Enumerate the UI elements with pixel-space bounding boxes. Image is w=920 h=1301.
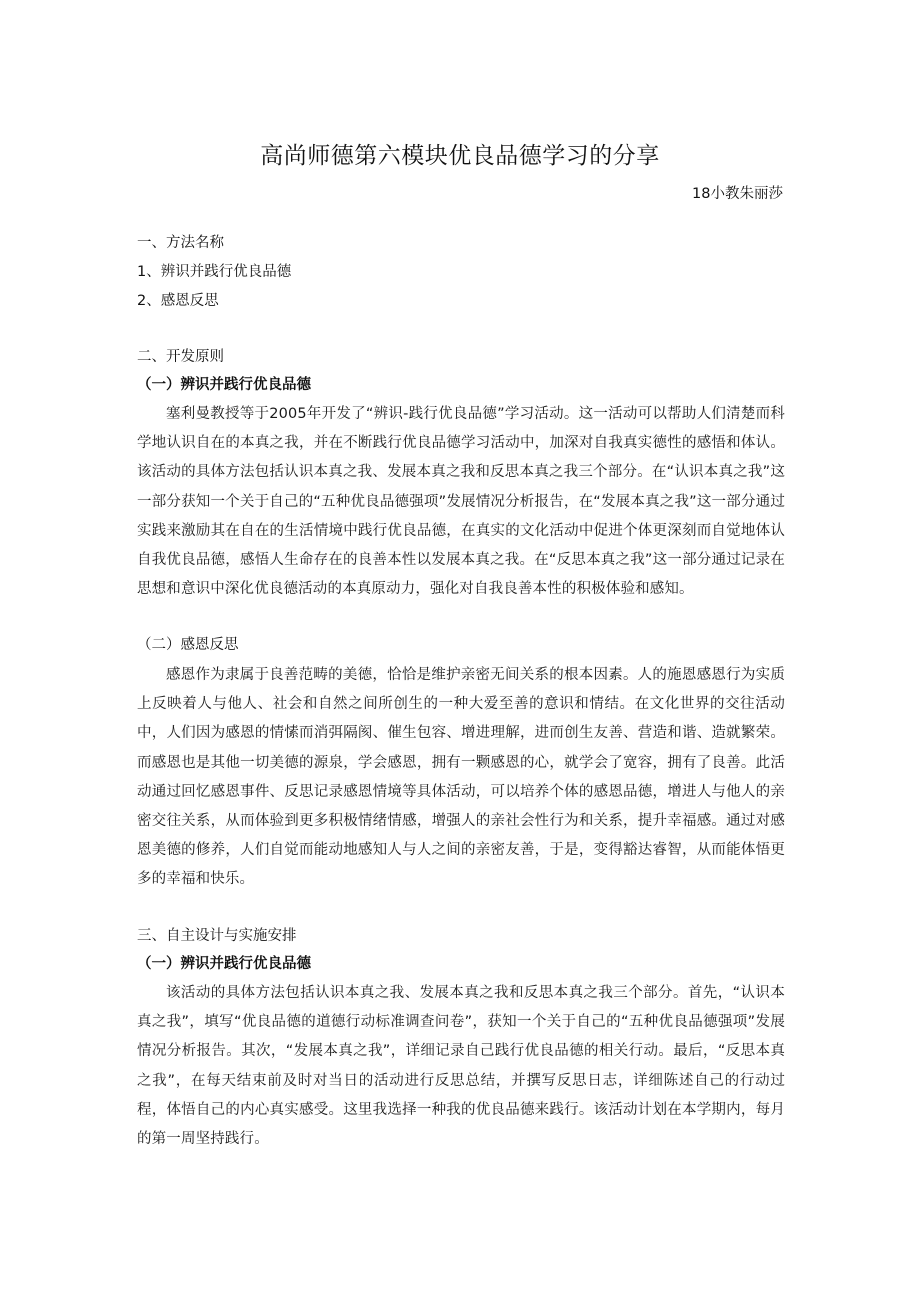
- page-title: 高尚师德第六模块优良品德学习的分享: [260, 143, 660, 169]
- section3-sub1-heading: （一）辨识并践行优良品德: [137, 956, 311, 972]
- section1-heading: 一、方法名称: [137, 235, 224, 251]
- section2-sub2-heading: （二）感恩反思: [137, 637, 239, 653]
- section2-sub1-heading: （一）辨识并践行优良品德: [137, 377, 311, 393]
- author-line: 18小教朱丽莎: [692, 186, 783, 202]
- section3-sub1-paragraph: 该活动的具体方法包括认识本真之我、发展本真之我和反思本真之我三个部分。首先，“认识本真之我”，填写“优良品德的道德行动标准调查问卷”，获知一个关于自己的“五种优良品德强项”发展情况分析报告。其次，“发展本真之我”，详细记录自己践行优良品德的相关行动。最后，“反思本真之我”，在每天结束前及时对当日的活动进行反思总结，并撰写反思日志，详细陈述自己的行动过程，体悟自己的内心真实感受。这里我选择一种我的优良品德来践行。该活动计划在本学期内，每月的第一周坚持践行。: [137, 985, 785, 1148]
- section3-heading: 三、自主设计与实施安排: [137, 928, 297, 944]
- section2-sub2-paragraph: 感恩作为隶属于良善范畴的美德，恰恰是维护亲密无间关系的根本因素。人的施恩感恩行为实质上反映着人与他人、社会和自然之间所创生的一种大爱至善的意识和情结。在文化世界的交往活动中，人们因为感恩的情愫而消弭隔阂、催生包容、增进理解，进而创生友善、营造和谐、造就繁荣。而感恩也是其他一切美德的源泉，学会感恩，拥有一颗感恩的心，就学会了宽容，拥有了良善。此活动通过回忆感恩事件、反思记录感恩情境等具体活动，可以培养个体的感恩品德，增进人与他人的亲密交往关系，从而体验到更多积极情绪情感，增强人的亲社会性行为和关系，提升幸福感。通过对感恩美德的修养，人们自觉而能动地感知人与人之间的亲密友善，于是，变得豁达睿智，从而能体悟更多的幸福和快乐。: [137, 667, 785, 888]
- section2-sub1-paragraph: 塞利曼教授等于2005年开发了“辨识-践行优良品德”学习活动。这一活动可以帮助人们清楚而科学地认识自在的本真之我，并在不断践行优良品德学习活动中，加深对自我真实德性的感悟和体认。该活动的具体方法包括认识本真之我、发展本真之我和反思本真之我三个部分。在“认识本真之我”这一部分获知一个关于自己的“五种优良品德强项”发展情况分析报告，在“发展本真之我”这一部分通过实践来激励其在自在的生活情境中践行优良品德，在真实的文化活动中促进个体更深刻而自觉地体认自我优良品德，感悟人生命存在的良善本性以发展本真之我。在“反思本真之我”这一部分通过记录在思想和意识中深化优良德活动的本真原动力，强化对自我良善本性的积极体验和感知。: [137, 406, 785, 598]
- method-item-1: 1、辨识并践行优良品德: [137, 264, 292, 280]
- section2-heading: 二、开发原则: [137, 349, 224, 365]
- method-item-2: 2、感恩反思: [137, 293, 219, 309]
